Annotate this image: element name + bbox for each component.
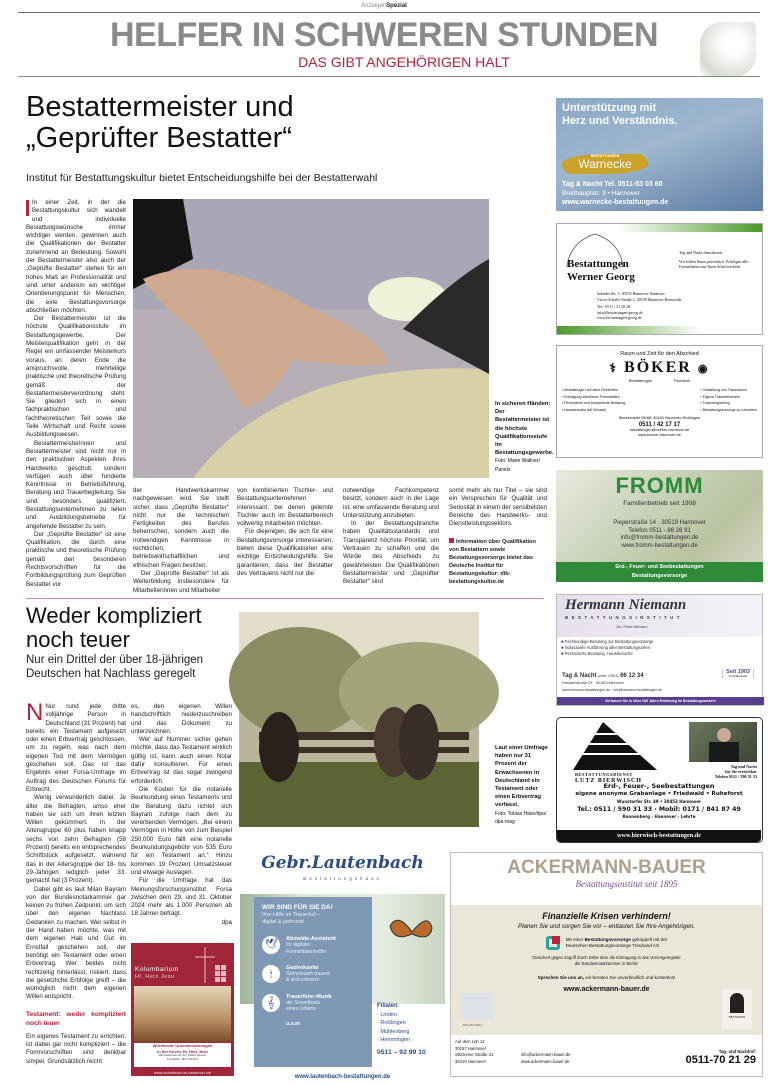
reach-3: Telefon 0511 / 590 31 33 [714, 774, 757, 780]
text-c: gekoppelt mit der [630, 936, 668, 942]
treuhand-logo-icon [546, 936, 560, 950]
paragraph: Der „Geprüfte Bestatter“ ist als Weiterbildung insbesondere für Mitarbeiterinnen und Mitarbeiter [133, 569, 229, 594]
bullet-text: Individuelle Ausführung aller Bestattungsarten [564, 645, 650, 650]
branch: · Mühlenberg [377, 1028, 410, 1035]
georg-name [567, 258, 635, 284]
website-link[interactable]: www.kolumbarium-hannover.de [154, 1071, 211, 1075]
service-text: Hausbesuche auf Wunsch [564, 407, 607, 412]
text-b: Bestattungsvorsorge [584, 936, 631, 942]
paragraph: Bestattermeisterinnen und Bestattermeister sind nicht nur in den praktischen Aspekten ihres Handwerks geschult, sondern verfügen auch über fundierte Kenntnisse in Betriebsführung, Beratung und Trauerbegleitung. Sie sind besonders qualifiziert, Bestattungsunternehmen zu leiten und Ausbildungsbetriebe für angehende Bestatter zu sein. [26, 439, 126, 530]
seal-icon: ◉ [697, 363, 710, 375]
butterfly-icon [388, 912, 436, 952]
name-line-2: LUTZ BIERWISCH [575, 778, 642, 784]
feature-item [262, 936, 364, 955]
phone-number: 66 12 34 [620, 673, 644, 679]
owner: Inh. Petra Niemann [616, 625, 648, 629]
niemann-band: Vertrauen Sie in über 100 Jahre Erfahrung im Bestattungswesen! [557, 697, 764, 705]
address: Max-Küchemann-Str. 13 • 30449 Hannover [158, 1054, 207, 1057]
secured-text [451, 955, 762, 967]
ad-headline [562, 102, 678, 128]
article2-col1 [26, 699, 126, 1081]
sub-1: Bestattungen [628, 378, 653, 383]
top-rule [18, 12, 760, 13]
headline-line-1: Bestattermeister und [26, 91, 294, 123]
caduceus-icon: ⚕ [609, 361, 619, 375]
article2-dek [26, 653, 236, 681]
dove-icon: 🕊 [262, 936, 280, 954]
caption-text: Laut einer Umfrage haben nur 31 Prozent der Erwachsenen in Deutschland ein Testament oder einen Erbvertrag verfasst. [495, 745, 548, 809]
logo-sub: Bestattungshaus [303, 876, 382, 881]
paragraph: der Handwerkskammer nachgewiesen wird. Sie stellt sicher, dass „Geprüfte Bestatter“ nicht nur die technischen Fertigkeiten des Berufes beherrschen, sondern auch die notwendigen Kenntnisse in rechtlichen, betriebswirtschaftlichen und ethischen Fragen besitzen. [133, 487, 229, 569]
article1-col3 [237, 487, 333, 589]
service-item: ▪ Gestaltung von Trauerdruck [700, 388, 748, 392]
paragraph: es, den eigenen Willen handschriftlich niederzuschreiben und das Dokument zu unterzeichnen. [131, 703, 232, 735]
drop-mark [26, 200, 29, 216]
paragraph [26, 199, 126, 315]
logo-name: BÖKER [624, 359, 692, 376]
green-swoosh-top [555, 224, 762, 232]
cross-window-icon [191, 947, 229, 989]
feature-text [286, 994, 332, 1013]
reach-1: Tag und Nacht [730, 764, 757, 769]
paragraph-text: Nur rund jede dritte volljährige Person in Deutschland (31 Prozent) hat bereits ein Testament aufgesetzt oder einen Erbvertrag geschlossen, um zu regeln, was nach dem eigenen Tod mit dem Vermögen geschehen soll. Das ist das Ergebnis einer Forsa-Umfrage im Auftrag des Deutschen Forums für Erbrecht. [26, 703, 126, 793]
phone-label: Tag- und Nachtruf: [718, 1049, 756, 1054]
ackermann-panel [451, 905, 762, 1035]
phone: Tag & Nacht Tel. 0511-53 03 60 [562, 181, 663, 188]
bullet-text: Persönliche Beratung, Hausbesuche [564, 651, 633, 656]
service-text: Bestattungsvorsorge zu Lebzeiten [702, 407, 757, 412]
feature-item [262, 994, 364, 1013]
paragraph: Dabei gibt es laut Milan Bayram von der Bundesnotarkammer gar keinen zu frühen Zeitpunkt, um sich über den eigenen Nachlass Gedanken zu machen. Wer selbst in der Hand haben möchte, was mit dem eigenen Hab und Gut im Ernstfall geschehen soll, der benötigt ein Testament oder einen Erbvertrag. Wer beides nicht rechtzeitig hinterlässt, riskiert, dass die gesetzliche Erbfolge greift – die womöglich nicht dem eigenen Willen entspricht. [26, 885, 126, 1001]
ad-boeker[interactable] [556, 345, 763, 458]
branch: · Hemmingen [377, 1037, 411, 1043]
paragraph: Für die Umfrage hat das Meinungsforschungsinstitut Forsa zwischen dem 29. und 31. Oktober 2024 mehr als 1.000 Personen ab 18 Jahren befragt. [131, 877, 232, 918]
bullet-item: ■ Fachkundige Beratung zur Bestattungsvorsorge [561, 639, 654, 644]
logo-small: BESTATTUNGEN [590, 154, 620, 158]
feature-line: Ihr digitaler [286, 942, 311, 949]
headline-line-2: noch teuer [26, 627, 130, 652]
contact-b: wir beraten Sie unverbindlich und kostenlos! [584, 975, 676, 980]
kolum-info [134, 1043, 231, 1067]
feature-title: Abmelde-Assistent [286, 936, 336, 942]
name-line-1: Bestattungen [567, 258, 629, 270]
tag-label: Tag & Nacht [562, 673, 597, 679]
sub-2: Tischlerei [673, 378, 691, 383]
website-link[interactable]: www.ackermann-bauer.de [521, 1058, 570, 1064]
feature-line: eines Lebens [286, 1006, 316, 1013]
lautenbach-logo: Gebr.Lautenbach [261, 853, 424, 873]
treble-clef-icon: 𝄞 [262, 994, 280, 1012]
cert-badge [461, 993, 493, 1019]
lauten-panel [254, 897, 372, 1067]
photo-credit: Foto: Marie Wallner/ Panels [495, 458, 540, 473]
photo-illustration [133, 199, 489, 478]
ackermann-addresses [455, 1039, 493, 1065]
address-1: Sehnder Str. 5, 30559 Hannover-Anderten [597, 291, 665, 296]
article1-headline [26, 92, 546, 154]
article2-photo-caption [495, 744, 551, 826]
paragraph: somit mehr als nur Titel – sie sind ein Versprechen für Qualität und Seriosität in einem der sensibelsten Bereiche des Handwerks- und Dienstleistungssektors. [449, 487, 547, 528]
article1-col4 [343, 487, 439, 589]
panel-headline: Finanzielle Krisen verhindern! [542, 911, 671, 921]
article2-headline [26, 604, 236, 652]
niemann-logo: Hermann Niemann [565, 597, 687, 613]
services-1: Erd-, Feuer-, Seebestattungen [603, 782, 715, 790]
bullet-item: ■ Individuelle Ausführung aller Bestattungsarten [561, 645, 650, 650]
green-swoosh-bottom [557, 326, 764, 334]
contact-text [451, 975, 762, 980]
paragraph: Der Bestattermeister ist die höchste Qualifikationsstufe im Bestattungsgewerbe. Der Meisterqualifikation geht in der Regel ein umfassender Meisterkurs voraus, an deren Ende die anspruchsvolle, mehrteilige praktische und theoretische Prüfung gemäß der Bestattermeisterverordnung steht. Sie gliedert sich in einen fachpraktischen und fachtheoretischen Teil sowie die Teile Wirtschaft und Recht sowie Ausbildungswesen. [26, 315, 126, 439]
pyramid-logo-icon [573, 722, 657, 770]
fromm-contact [556, 520, 763, 550]
article1-photo-caption [495, 400, 554, 474]
since: Bestattungsinstitut seit 1895 [575, 879, 678, 889]
address: Pieperstraße 14 · 30519 Hannover [613, 520, 706, 526]
ad-ackermann-bauer[interactable] [450, 852, 763, 1077]
fromm-logo: FROMM [615, 473, 704, 498]
address: Husarenstraße 29 · 30163 Hannover [562, 681, 624, 685]
email-link[interactable]: info@bestattungen-georg.de [597, 309, 643, 315]
more-text: u.v.m [286, 1020, 300, 1027]
ad-kolumbarium[interactable] [131, 943, 234, 1076]
email-link[interactable]: info@fromm-bestattungen.de [620, 535, 699, 541]
warnecke-logo [562, 154, 648, 174]
info-text: Information über Qualifikation von Bestattern sowie Bestattungsvorsorge bietet das Deutsche Institut für Bestattungskultur: dib-bestattungskultur.de [449, 539, 536, 586]
photo-credit: Foto: Tobias Hase/dpa/ dpa-mag [495, 810, 547, 825]
service-text: Gestaltung von Trauerdruck [702, 388, 748, 392]
ackermann-online [521, 1052, 570, 1065]
phone: 0511 – 92 99 10 [377, 1048, 426, 1056]
website-link[interactable]: www.bestattungen-georg.de [597, 315, 642, 320]
paragraph: Wenig verwunderlich dabei: Je älter die Befragten, umso eher haben sie sich um ihren letzten Willen gekümmert. In der Altersgruppe 60 plus haben knapp sechs von zehn Befragten (58 Prozent) bereits ein entsprechendes Schriftstück aufgesetzt, während das in der Altersgruppe der 18- bis 29-Jährigen lediglich jeder 33. gemacht hat (3 Prozent). [26, 794, 126, 885]
address-line: Stöckener Straße 21 [455, 1052, 494, 1058]
name-line-2: Werner Georg [567, 271, 635, 283]
ad-werner-georg[interactable] [556, 223, 763, 335]
paragraph: Der „Geprüfte Bestatter“ ist eine Qualifikation, die durch eine praktische und theoretische Prüfung gemäß den besonderen Rechtsvorschriften für die Fortbildungsprüfung zum Geprüften Bestatter vor [26, 530, 126, 588]
georg-slogan [679, 250, 759, 270]
feature-title: Gedenkseite [286, 964, 319, 971]
ad-lautenbach[interactable] [240, 852, 445, 1084]
phone: 0511 / 42 17 17 [638, 422, 681, 428]
treuhand-text [566, 937, 668, 950]
bullet-item: ■ Persönliche Beratung, Hausbesuche [561, 651, 633, 656]
service-item: ▪ Hausbesuche auf Wunsch [562, 407, 607, 412]
address-line: Auf dem Loh 12 [455, 1039, 485, 1044]
feature-line: Gemeinsam trauern [286, 971, 331, 978]
bullet-text: Fachkundige Beratung zur Bestattungsvorsorge [564, 639, 654, 644]
reach-2: für Sie erreichbar [725, 769, 757, 775]
service-text: Trauerbegleitung [702, 401, 730, 405]
paragraph: Die Kosten für die notarielle Beurkundung eines Testaments und die Beratung dazu richtet sich Bayram zufolge nach dem zu vererbenden Vermögen. „Bei einem Vermögen in Höhe von zum Beispiel 250.000 Euro fällt eine notarielle Beurkundungsgebühr von 535 Euro für ein Testament an.“ Hinzu kommen 19 Prozent Umsatzsteuer und etwaige Auslagen. [131, 785, 232, 876]
gate-icon [730, 993, 744, 1013]
website-link[interactable]: www.warnecke-bestattungen.de [562, 199, 669, 206]
towns: Ronnenberg - Hannover - Lehrte [622, 814, 696, 819]
paragraph: von kombinierten Tischler- und Bestattungsunternehmen interessant, bei denen gelernte Tischler auch im Bestatterbereich vollwertig mitarbeiten möchten. [237, 487, 333, 528]
panel-sub: Planen Sie und sorgen Sie vor – entlasten Sie Ihre Angehörigen. [518, 923, 695, 930]
branches-title: Filialen [377, 1003, 398, 1009]
branch: · Linden [377, 1011, 397, 1018]
bierwisch-services [557, 783, 761, 821]
paragraph: notwendige Fachkompetenz besitzt, sondern auch in der Lage ist, eine umfassende Beratung und Unterstützung anzubieten. [343, 487, 439, 519]
institute: BESTATTUNGSINSTITUT [565, 615, 683, 620]
phone: Telefon 0511 - 86 26 91 [628, 527, 691, 534]
section-kicker [0, 3, 768, 9]
article1-col2 [133, 487, 229, 594]
paragraph: Ein eigenes Testament zu errichten, ist dabei gar nicht kompliziert – die Formvorschriften sind denkbar simpel. Grundsätzlich reicht [26, 1032, 126, 1065]
address-line: 30167 Hannover [455, 1045, 486, 1051]
info-square-icon [449, 538, 454, 543]
feature-text [286, 936, 336, 955]
panel-headline: WIR SIND FÜR SIE DA! [262, 904, 333, 911]
since-sub: in Familienbesitz [728, 675, 748, 678]
web-contact[interactable]: www.niemann-bestattungen.de · info@niemann-bestattungen.de [562, 688, 663, 692]
dek-line-2: Deutschen hat Nachlass geregelt [26, 668, 196, 680]
article2-subhead: Testament: weder kompliziert noch teuer [26, 1010, 126, 1027]
band-line-2: Bestattungsvorsorge [631, 573, 688, 579]
service-text: Bestattungen auf allen Friedhöfen [564, 388, 619, 392]
masthead-title: HELFER IN SCHWEREN STUNDEN [109, 16, 659, 54]
address: Wunstorfer Str. 49 • 30453 Hannover [616, 799, 702, 804]
drop-cap: N [26, 699, 44, 726]
phone: Tel.: 0511 / 51 28 28 [597, 304, 631, 309]
info-2: in der Kirche Hl. Herz Jesu [157, 1048, 208, 1054]
dek-line-1: Nur ein Drittel der über 18-jährigen [26, 654, 204, 666]
services-left [562, 387, 625, 413]
church-interior-photo [134, 986, 231, 1042]
kolum-name-2: Hl. Herz Jesu [135, 974, 175, 980]
address-2: Victor-Schulte-Straße 2, 30539 Hannover-Bemerode [597, 296, 682, 302]
logo-name: Warnecke [578, 157, 632, 171]
website-link[interactable]: www.lautenbach-bestattungen.de [294, 1074, 391, 1080]
lauten-branches [377, 1002, 426, 1057]
address: Breithauptstr. 3 • Hannover [562, 190, 640, 197]
caption-text: In sicheren Händen: Der Bestattermeister ist die höchste Qualifikationsstufe im Bestattungsgewerbe. [495, 401, 554, 457]
boeker-logo [557, 359, 762, 378]
name-line-1: BESTATTUNGSDIENST [575, 772, 633, 777]
niemann-header [557, 595, 762, 637]
secure-1: Gesichert gegen Zugriff durch Dritte über die Eintragung in das Vorsorgeregister [532, 955, 681, 960]
info-1: Würdevolle Urnenbeisetzungen [152, 1043, 213, 1048]
bestatter-badge [722, 989, 752, 1029]
article1-col1 [26, 199, 126, 595]
feature-item [262, 965, 364, 984]
panel-sub-1: Ihre Hilfe im Trauerfall – [262, 912, 321, 918]
service-item: ▪ Eigene Trauerfeierhalle [700, 394, 740, 399]
boeker-services [557, 383, 762, 413]
photo-illustration [239, 612, 479, 827]
phones: Tel.: 0511 / 590 31 33 · Mobil: 0171 / 841 87 49 [577, 805, 741, 813]
website-link[interactable]: www.boeker-hannover.de [638, 433, 681, 437]
lily-image [700, 22, 756, 77]
bench-park-photo [239, 612, 479, 827]
email-link[interactable]: info@ackermann-bauer.de [521, 1052, 571, 1057]
service-text: Persönliche und kompetente Beratung [564, 401, 626, 405]
treuhand-line-2: Deutschen Bestattungsvorsorge Treuhand AG [565, 943, 660, 948]
service-item: ▪ Persönliche und kompetente Beratung [562, 401, 626, 405]
website-link[interactable]: www.ackermann-bauer.de [563, 986, 650, 993]
ad-fromm[interactable] [556, 470, 763, 582]
phone-number: 0511-70 21 29 [685, 1054, 756, 1066]
treuhand-row [451, 936, 762, 950]
article1-col5 [449, 487, 547, 586]
section-divider [26, 598, 544, 599]
kolum-name-1: Kolumbarium [135, 966, 179, 973]
bierwisch-reach [715, 764, 757, 780]
panel-sub-2: digital & jederzeit [262, 919, 304, 925]
info-box [449, 538, 547, 586]
feature-title: Trauerfeier-Musik [286, 993, 332, 1000]
branch: · Ricklingen [377, 1020, 406, 1026]
address: Beekestraße 66/68, 30459 Hannover-Ricklingen [618, 416, 701, 420]
candles-icon: 🕯 [262, 965, 280, 983]
georg-contact [597, 291, 681, 321]
hand-on-coffin-photo [133, 199, 489, 478]
paragraph: In der Bestattungsbranche haben Qualitätsstandards und Transparenz höchste Priorität, um Vertrauen zu schaffen und die Würde des Abschieds zu gewährleisten. Die Qualifikationen Bestattermeister und „Geprüfter Bestatter“ sind [343, 520, 439, 586]
headline-line-2: „Geprüfter Bestatter“ [26, 122, 292, 154]
kicker-anzeigen: Anzeigen [361, 3, 387, 9]
unter: unter: (0511) [598, 674, 619, 678]
text-a: Mit einer [565, 936, 585, 942]
article1-dek: Institut für Bestattungskultur bietet Entscheidungshilfe bei der Bestatterwahl [26, 172, 378, 184]
feature-line: der Soundtrack [286, 1000, 320, 1007]
website-link[interactable]: www.fromm-bestattungen.de [621, 542, 698, 549]
since: Seit 1903 [726, 669, 750, 675]
slogan-2: Wir helfen Ihnen persönlich. Erledigen alle Formalitäten und Ihren Schriftverkehr. [679, 258, 749, 269]
headline-line-1: Weder kompliziert [26, 603, 202, 628]
niemann-bullets [557, 637, 762, 659]
headline-line-2: Herz und Verständnis. [562, 115, 678, 127]
cert-label: DIN EN 15017 [463, 1023, 483, 1027]
secure-2: der Bundesnotarkammer in Berlin! [574, 961, 639, 966]
paragraph: Für diejenigen, die sich für eine Bestattungsvorsorge interessieren, bieten diese Qualifikationen eine wichtige Entscheidungshilfe. Sie garantieren, dass der Bestatter des Vertrauens nicht nur die [237, 528, 333, 577]
ad-bierwisch[interactable] [556, 717, 763, 843]
ackermann-logo: ACKERMANN-BAUER [507, 857, 706, 878]
services-right [700, 387, 757, 413]
niemann-phone [562, 673, 644, 679]
paragraph [26, 699, 126, 794]
tagline: Raum und Zeit für den Abschied [620, 351, 699, 357]
website-link[interactable]: www.bierwisch-bestattungen.de [557, 830, 761, 842]
masthead-subtitle: DAS GIBT ANGEHÖRIGEN HALT [298, 54, 510, 70]
article2-col2 [131, 703, 232, 935]
owner-photo [689, 722, 757, 762]
band-line-1: Erd-, Feuer- und Seebestattungen [615, 564, 704, 570]
service-item: ▪ Erledigung sämtlicher Formalitäten [562, 394, 620, 399]
paragraph-text: In einer Zeit, in der die Bestattungskultur sich wandelt und individuelle Bestattungswünsche immer wichtiger werden, gewinnen auch die Qualifikationen der Bestatter zunehmend an Bedeutung. Sowohl der Bestattermeister also auch der „Geprüfte Bestatter“ stehen für ein hohes Maß an Professionalität und sind unter anderem ein wichtiger Orientierungspunkt für Menschen, die eine Bestattungsvorsorge abschließen möchten. [26, 199, 126, 314]
agency-credit: dpa [221, 918, 232, 926]
service-item: ▪ Bestattungsvorsorge zu Lebzeiten [700, 407, 757, 412]
email-link[interactable]: bestattungen@boeker-hannover.de [629, 428, 690, 432]
ad-warnecke[interactable] [556, 98, 763, 211]
since-badge [722, 669, 754, 678]
address-line: 30419 Hannover [455, 1058, 486, 1064]
slogan-1: Tag und Nacht dienstbereit [679, 250, 723, 255]
phone: Info-Telefon: 0511 9 59 26-0 [166, 1058, 199, 1061]
contact-a: Sprechen Sie uns an, [537, 975, 585, 980]
header-rule [18, 76, 760, 77]
badge-label: BESTATTER [728, 1015, 746, 1019]
ackermann-phone [686, 1049, 756, 1067]
headline-line-1: Unterstützung mit [562, 102, 657, 114]
since: Familienbetrieb seit 1908 [623, 500, 696, 507]
service-text: Erledigung sämtlicher Formalitäten [564, 394, 620, 399]
fromm-band [556, 562, 763, 582]
service-text: Eigene Trauerfeierhalle [702, 394, 740, 399]
feature-text [286, 965, 330, 984]
kicker-spezial: Spezial [386, 3, 407, 9]
service-item: ▪ Bestattungen auf allen Friedhöfen [562, 388, 619, 392]
paragraph: Wer auf Nummer sicher gehen möchte, dass das Testament wirklich gültig ist, kann auch einen Notar dafür konsultieren. Für einen Erbvertrag ist das sogar zwingend erforderlich. [131, 736, 232, 785]
feature-line: Formalitätenhelfer [286, 948, 327, 955]
services-2: eigene anonyme Grabanlage • Friedwald • Ruheforst [575, 790, 743, 797]
ad-niemann[interactable] [556, 594, 763, 706]
feature-line: & sich erinnern [286, 977, 320, 984]
service-item: ▪ Trauerbegleitung [700, 401, 730, 405]
